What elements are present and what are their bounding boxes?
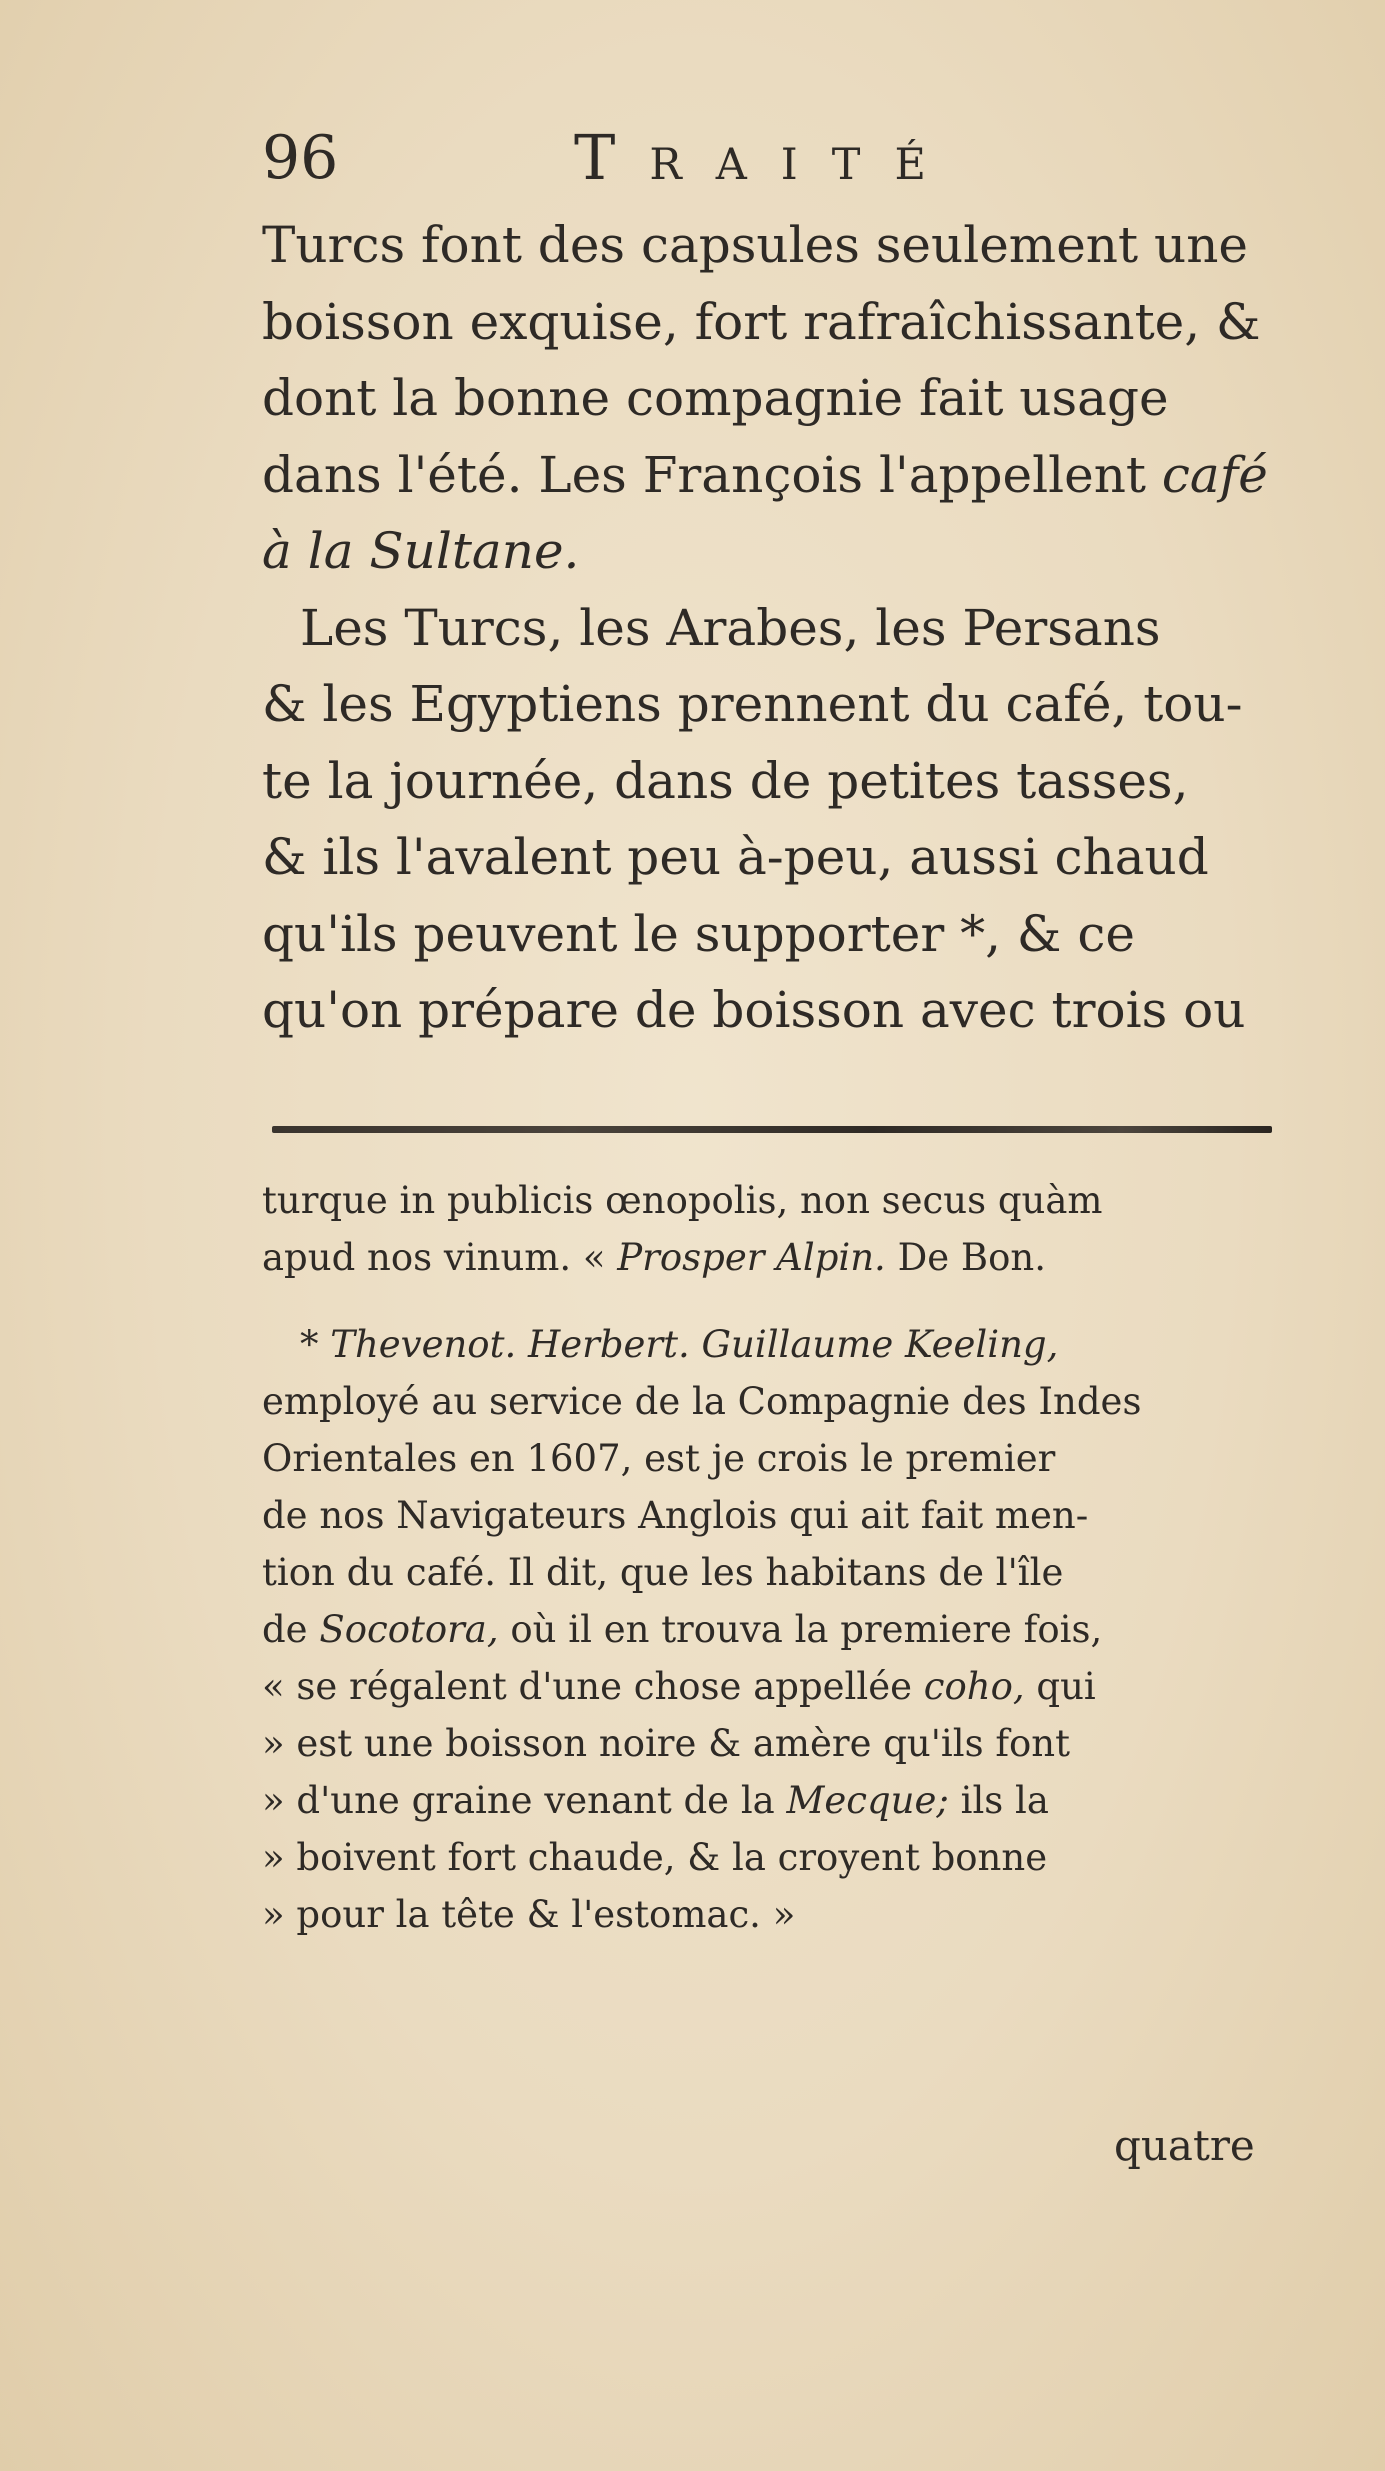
text-segment: où il en trouva la premiere fois, (510, 1608, 1103, 1651)
text-line: & ils l'avalent peu à-peu, aussi chaud (262, 828, 1209, 886)
text-segment: « se régalent d'une chose appellée (262, 1665, 912, 1708)
running-title: Traité (574, 121, 960, 194)
footnote-line: tion du café. Il dit, que les habitans de l'île (262, 1551, 1064, 1594)
footnote-line (262, 1772, 1287, 1829)
text-line: te la journée, dans de petites tasses, (262, 751, 1189, 810)
footnotes (262, 1172, 1287, 1943)
footnote-line (262, 1601, 1287, 1658)
footnote-line: » boivent fort chaude, & la croyent bonne (262, 1836, 1048, 1879)
footnote-line: » pour la tête & l'estomac. » (262, 1893, 796, 1936)
italic-term: coho, (923, 1665, 1025, 1708)
text-segment: dans l'été. Les François l'appellent (262, 445, 1146, 504)
text-segment: qui (1036, 1665, 1096, 1708)
text-line: qu'on prépare de boisson avec trois ou (262, 981, 1246, 1039)
page-header (262, 118, 1022, 198)
paragraph-start-line: Les Turcs, les Arabes, les Persans (300, 598, 1161, 657)
footnote-line: employé au service de la Compagnie des Indes (262, 1380, 1142, 1423)
text-segment: ils la (960, 1779, 1049, 1822)
footnote-line (262, 1658, 1287, 1715)
page-number: 96 (262, 123, 339, 193)
text-segment: apud nos vinum. « (262, 1236, 606, 1279)
author-names: Thevenot. Herbert. Guillaume Keeling, (330, 1323, 1059, 1366)
footnote-line (262, 1229, 1287, 1286)
place-name: Socotora, (319, 1608, 499, 1651)
footnote-line (262, 1316, 1287, 1373)
footnote-line: turque in publicis œnopolis, non secus quàm (262, 1179, 1103, 1222)
catchword: quatre (1114, 2121, 1255, 2170)
text-line: dont la bonne compagnie fait usage (262, 369, 1169, 427)
italic-term: café (1161, 445, 1268, 504)
footnote-line: de nos Navigateurs Anglois qui ait fait men- (262, 1494, 1089, 1537)
footnote-spacer (262, 1286, 1287, 1316)
main-text (262, 207, 1282, 1049)
footnote-line: Orientales en 1607, est je crois le premier (262, 1437, 1056, 1480)
text-segment: De Bon. (897, 1236, 1046, 1279)
author-name: Prosper Alpin. (617, 1236, 886, 1279)
text-line: boisson exquise, fort rafraîchissante, & (262, 292, 1261, 351)
footnote-line: » est une boisson noire & amère qu'ils font (262, 1722, 1071, 1765)
text-line: Turcs font des capsules seulement une (262, 216, 1248, 274)
footnote-marker: * (300, 1323, 319, 1366)
footnote-divider (272, 1126, 1272, 1133)
text-line (262, 437, 1282, 514)
text-segment: de (262, 1608, 308, 1651)
text-line: qu'ils peuvent le supporter *, & ce (262, 904, 1135, 963)
place-name: Mecque; (786, 1779, 949, 1822)
text-line: à la Sultane. (262, 522, 580, 580)
text-segment: » d'une graine venant de la (262, 1779, 775, 1822)
text-line: & les Egyptiens prennent du café, tou- (262, 675, 1243, 733)
